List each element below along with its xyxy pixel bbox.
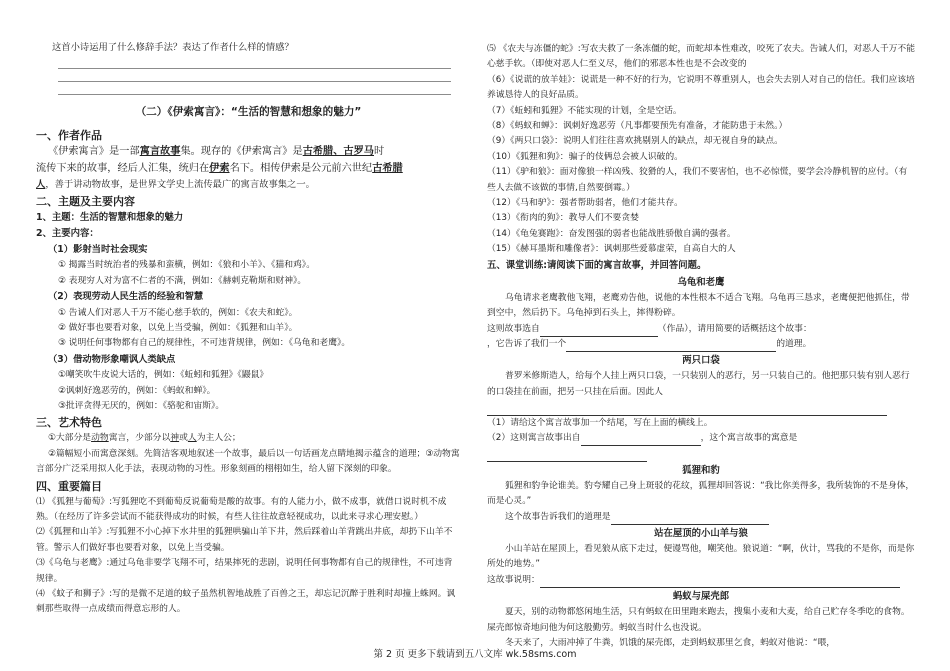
story-title: 乌龟和老鹰 bbox=[677, 276, 725, 288]
answer-blank[interactable] bbox=[540, 325, 658, 337]
section-title: （二）《伊索寓言》：“生活的智慧和想象的魅力” bbox=[135, 106, 362, 119]
work-item: （14）《龟兔赛跑》：奋发图强的弱者也能战胜骄傲自满的强者。 bbox=[487, 228, 736, 239]
content-item: ①嘲笑吹牛皮说大话的，例如：《蚯蚓和狐狸》《鼹鼠》 bbox=[58, 370, 269, 381]
work-item: （13）《衔肉的狗》：教导人们不要贪婪 bbox=[487, 213, 639, 224]
story-question: 这个故事告诉我们的道理是 bbox=[487, 510, 915, 525]
content-item: ③批评贪得无厌的，例如：《骆驼和宙斯》。 bbox=[58, 400, 225, 411]
work-item: （6）《说谎的放羊娃》：说谎是一种不好的行为，它说明不尊重别人，也会失去别人对自己的信任。我们应该培养诚恳待人的良好品质。 bbox=[487, 74, 915, 101]
content-item: ③ 说明任何事物都有自己的规律性，不可违背规律，例如：《乌龟和老鹰》。 bbox=[58, 338, 351, 349]
story-title: 两只口袋 bbox=[682, 355, 720, 367]
work-item: （11）《驴和狼》：面对像狼一样凶残、狡猾的人，我们不要害怕，也不必惊慌，要学会冷静机智的应付。（有些人去做不该做的事情,自然要倒霉。） bbox=[487, 167, 908, 193]
work-item: （9）《两只口袋》：说明人们往往喜欢挑剔别人的缺点，却无视自身的缺点。 bbox=[487, 136, 783, 147]
story-question: 这故事说明： bbox=[487, 573, 915, 588]
story-question: ，它告诉了我们一个 的道理。 bbox=[487, 337, 915, 352]
heading-works: 四、重要篇目 bbox=[36, 479, 102, 493]
theme-statement: 1、主题：生活的智慧和想象的魅力 bbox=[36, 212, 184, 224]
art-item: ②篇幅短小而寓意深刻。先简洁客观地叙述一个故事，最后以一句话画龙点睛地揭示蕴含的道理；③动物寓言部分广泛采用拟人化手法，表现动物的习性。形象刻画的栩栩如生，给人留下深刻的印象。 bbox=[36, 448, 460, 475]
work-item: ⑴ 《狐狸与葡萄》:写狐狸吃不到葡萄反说葡萄是酸的故事。有的人能力小，做不成事，就借口说时机不成熟。（在经历了许多尝试而不能获得成功的时候，有些人往往故意轻视成功，以此来寻求心理安慰。） bbox=[36, 496, 447, 522]
story-question: 这则故事选自 （作品），请用简要的话概括这个故事： bbox=[487, 322, 915, 337]
poem-question: 这首小诗运用了什么修辞手法？表达了作者什么样的情感？ bbox=[52, 42, 294, 53]
heading-practice: 五、课堂训练:请阅读下面的寓言故事，并回答问题。 bbox=[487, 259, 707, 271]
work-item: （12）《马和驴》：强者帮助弱者，他们才能共存。 bbox=[487, 198, 683, 209]
content-heading: （1）影射当时社会现实 bbox=[48, 244, 148, 256]
content-item: ① 揭露当时统治者的残暴和蛮横，例如：《狼和小羊》、《猫和鸡》。 bbox=[58, 260, 315, 271]
author-paragraph: 人，善于讲动物故事，是世界文学史上流传最广的寓言故事集之一。 bbox=[36, 178, 315, 190]
story-question: （2）这则寓言故事出自 ，这个寓言故事的寓意是 bbox=[487, 431, 915, 446]
answer-blank[interactable] bbox=[581, 434, 701, 446]
content-label: 2、主要内容： bbox=[36, 228, 99, 240]
story-question bbox=[487, 446, 915, 461]
work-item: （8）《蚂蚁和蝉》：讽刺好逸恶劳（凡事都要预先有准备，才能防患于未然。） bbox=[487, 121, 788, 132]
answer-line bbox=[58, 82, 451, 95]
answer-blank[interactable] bbox=[540, 576, 900, 588]
story-text: 冬天来了，大雨冲掉了牛粪，饥饿的屎壳郎，走到蚂蚁那里乞食，蚂蚁对他说：“喂， bbox=[505, 638, 836, 648]
story-text: 夏天，别的动物都悠闲地生活，只有蚂蚁在田里跑来跑去，搜集小麦和大麦，给自己贮存冬季吃的食物。屎壳郎惊奇地问他为何这般勤劳。蚂蚁当时什么也没说。 bbox=[487, 607, 910, 633]
content-heading: （2）表现劳动人民生活的经验和智慧 bbox=[48, 291, 204, 303]
story-text: 乌龟请求老鹰教他飞翔，老鹰劝告他，说他的本性根本不适合飞翔。乌龟再三恳求，老鹰便把他抓住，带到空中，然后扔下。乌龟掉到石头上，摔得粉碎。 bbox=[487, 292, 910, 319]
author-paragraph: 流传下来的故事，经后人汇集，统归在伊索名下。相传伊索是公元前六世纪古希腊 bbox=[36, 162, 403, 174]
work-item: ⑵《狐狸和山羊》:写狐狸不小心掉下水井里的狐狸哄骗山羊下井，然后踩着山羊背跳出井底，却扔下山羊不管。警示人们做好事也要看对象，以免上当受骗。 bbox=[36, 527, 453, 553]
story-text: 狐狸和豹争论谁美。豹夸耀自己身上斑驳的花纹，狐狸却回答说：“我比你美得多，我所装饰的不是身体，而是心灵。” bbox=[487, 480, 915, 507]
author-paragraph: 《伊索寓言》是一部寓言故事集。现存的《伊索寓言》是古希腊、古罗马时 bbox=[48, 146, 385, 158]
answer-blank[interactable] bbox=[566, 340, 776, 352]
work-item: （10）《狐狸和狗》：骗子的伎俩总会被人识破的。 bbox=[487, 151, 683, 162]
work-item: （15）《赫耳墨斯和雕像者》：讽刺那些爱慕虚荣，自高自大的人 bbox=[487, 244, 736, 255]
story-question bbox=[487, 400, 915, 415]
story-text: 小山羊站在屋顶上，看见狼从底下走过，便谩骂他，嘲笑他。狼说道：“啊，伙计，骂我的不是你，而是你所处的地势。” bbox=[487, 543, 915, 570]
content-heading: （3）借动物形象嘲讽人类缺点 bbox=[48, 353, 176, 365]
content-item: ②讽刺好逸恶劳的，例如：《蚂蚁和蝉》。 bbox=[58, 385, 216, 396]
work-item: ⑷ 《蚊子和狮子》:写的是微不足道的蚊子虽然机智地战胜了百兽之王，却忘记沉醉于胜利时却撞上蛛网。讽刺那些取得一点成绩而得意忘形的人。 bbox=[36, 588, 456, 615]
story-title: 狐狸和豹 bbox=[682, 464, 720, 476]
work-item: ⑸ 《农夫与冻僵的蛇》:写农夫救了一条冻僵的蛇，而蛇却本性难改，咬死了农夫。告诫人们，对恶人千万不能心慈手软。（即使对恶人仁至义尽，他们的邪恶本性也是不会改变的 bbox=[487, 44, 915, 70]
heading-author: 一、作者作品 bbox=[36, 129, 102, 143]
story-question: （1）请给这个寓言故事加一个结尾，写在上面的横线上。 bbox=[487, 417, 713, 428]
story-title: 站在屋顶的小山羊与狼 bbox=[654, 527, 748, 539]
answer-blank[interactable] bbox=[487, 404, 887, 416]
content-item: ② 表现穷人对为富不仁者的不满，例如：《赫剌克勒斯和财神》。 bbox=[58, 275, 307, 286]
answer-line bbox=[58, 69, 451, 82]
answer-line bbox=[58, 56, 451, 69]
art-item: ①大部分是动物寓言，少部分以神或人为主人公； bbox=[48, 433, 241, 444]
content-item: ① 告诫人们对恶人千万不能心慈手软的，例如：《农夫和蛇》。 bbox=[58, 307, 298, 318]
story-title: 蚂蚁与屎壳郎 bbox=[672, 591, 730, 603]
story-text: 普罗米修斯造人，给每个人挂上两只口袋，一只装别人的恶行，另一只装自己的。他把那只装有别人恶行的口袋挂在前面，把另一只挂在后面。因此人 bbox=[487, 371, 910, 397]
heading-art: 三、艺术特色 bbox=[36, 416, 102, 430]
answer-blank[interactable] bbox=[611, 513, 769, 525]
answer-blank[interactable] bbox=[487, 450, 647, 462]
right-column bbox=[487, 42, 915, 651]
content-item: ② 做好事也要看对象，以免上当受骗，例如：《狐狸和山羊》。 bbox=[58, 323, 298, 333]
work-item: （7）《蚯蚓和狐狸》不能实现的计划，全是空话。 bbox=[487, 105, 682, 116]
left-column bbox=[36, 40, 461, 618]
page-footer: 第 2 页 更多下载请到五八文库 wk.58sms.com bbox=[373, 649, 577, 660]
heading-theme: 二、主题及主要内容 bbox=[36, 195, 135, 209]
work-item: ⑶《乌龟与老鹰》:通过乌龟非要学飞翔不可，结果摔死的悲剧，说明任何事物都有自己的规律性，不可违背规律。 bbox=[36, 558, 453, 584]
